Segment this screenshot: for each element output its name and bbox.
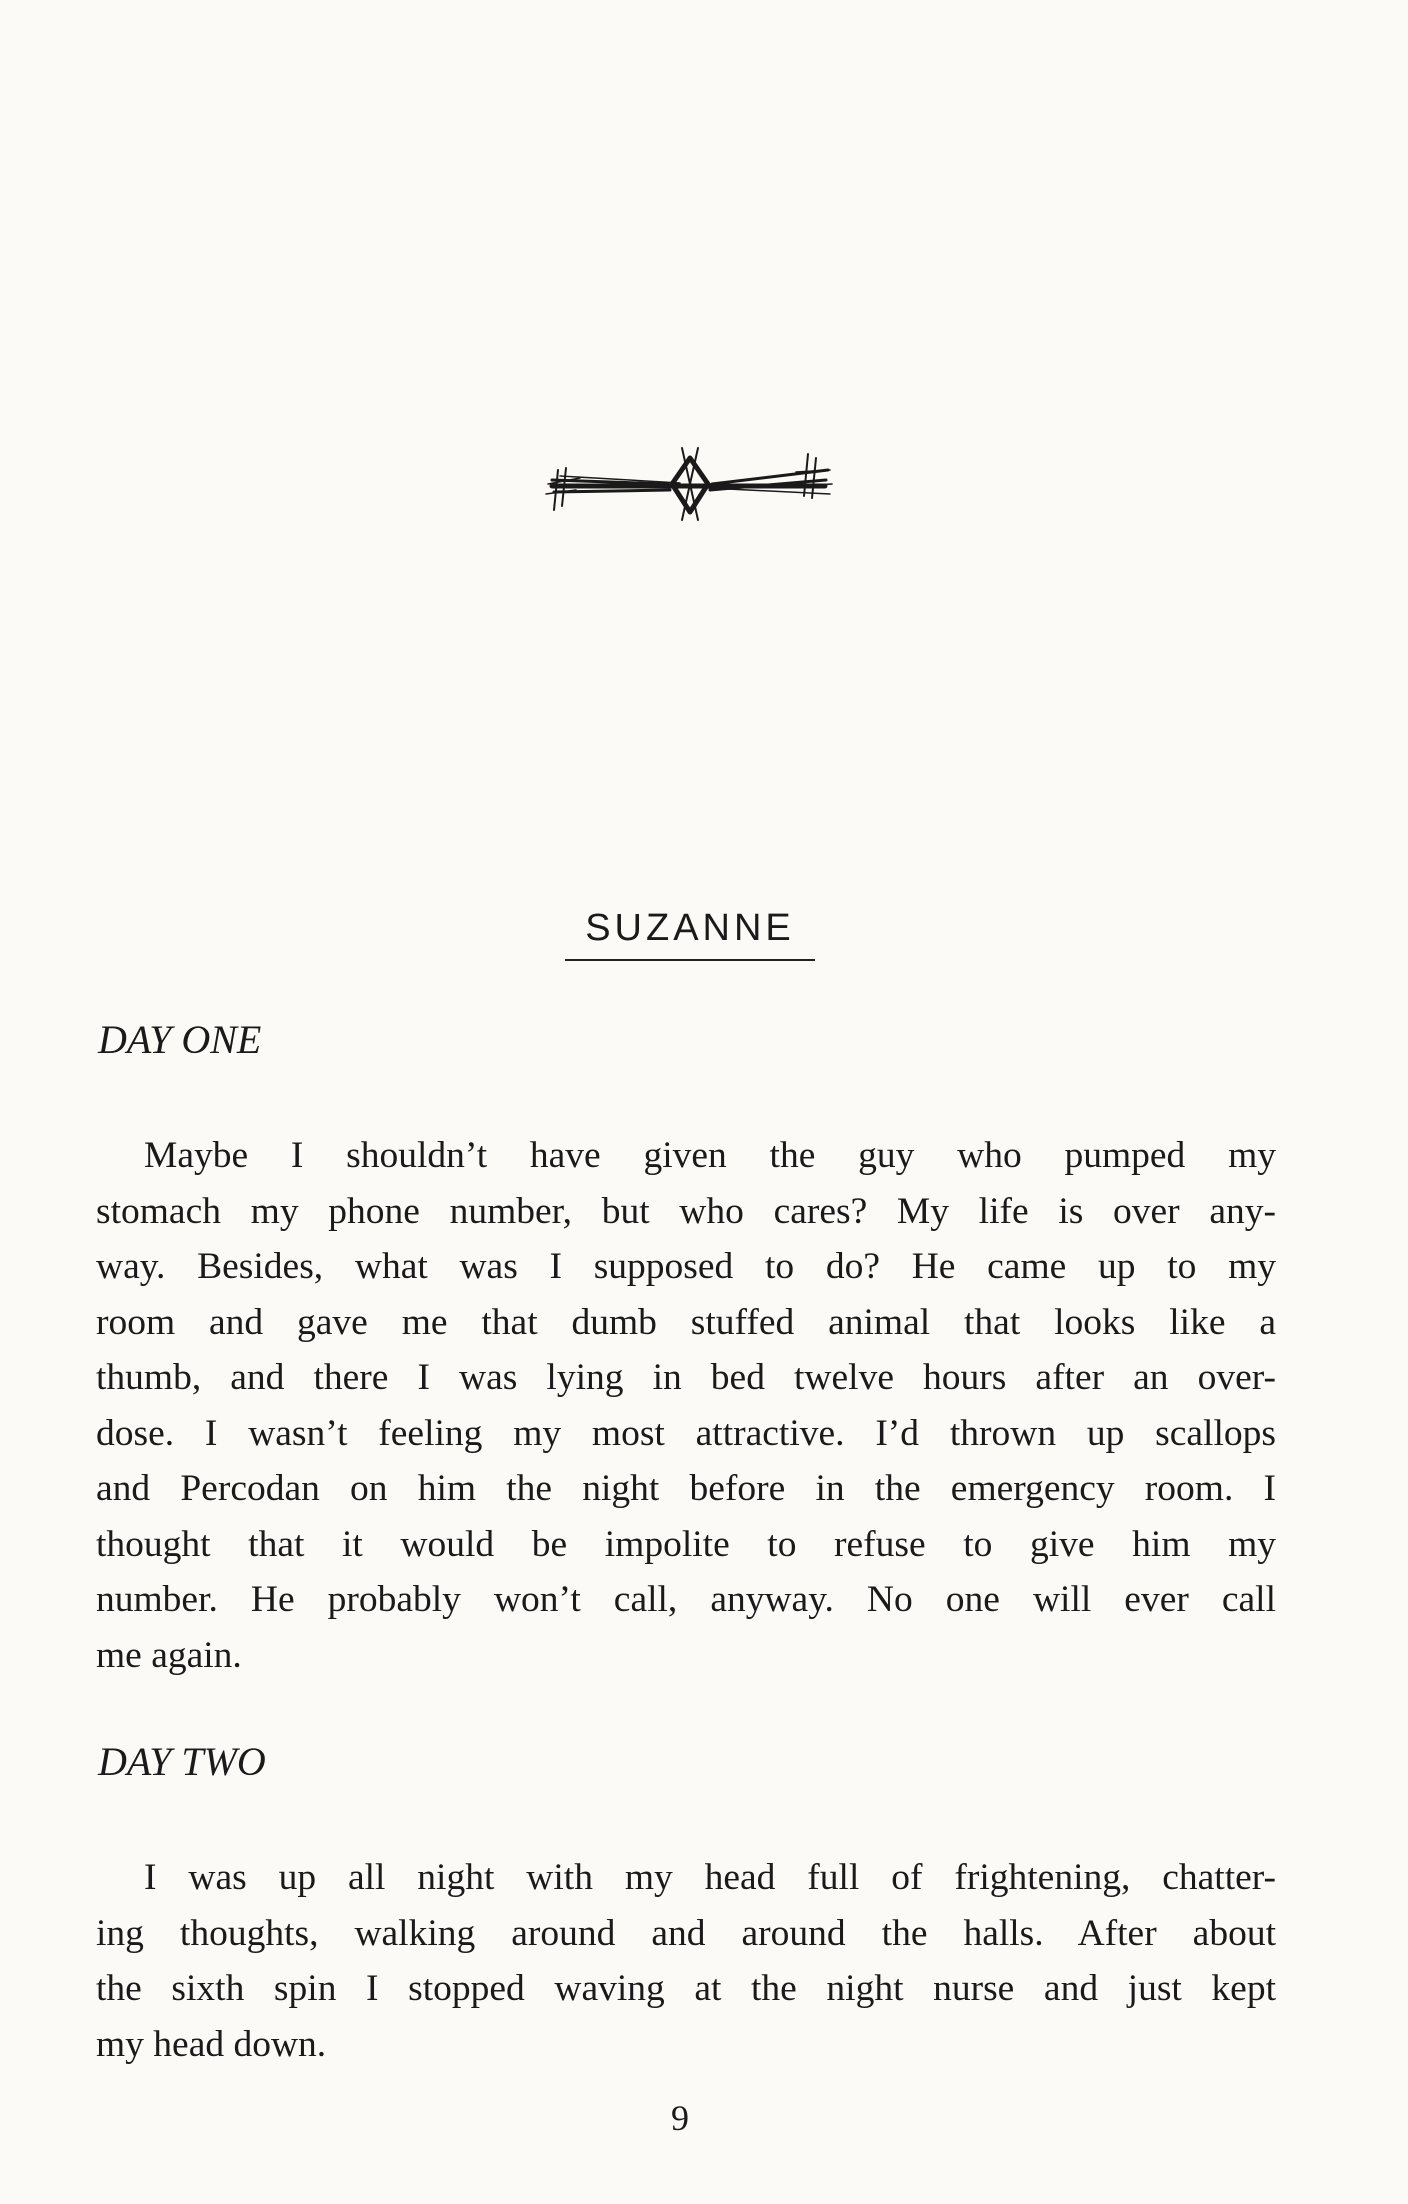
paragraph-day-one	[96, 1128, 1276, 1683]
text-line: dose. I wasn’t feeling my most attractive. I’d thrown up scallops	[96, 1412, 1276, 1454]
text-line: me again.	[96, 1634, 242, 1676]
text-line: thumb, and there I was lying in bed twelve hours after an over-	[96, 1357, 1276, 1398]
text-line: my head down.	[96, 2023, 327, 2065]
text-line: ing thoughts, walking around and around the halls. After about	[96, 1912, 1276, 1954]
text-line: and Percodan on him the night before in the emergency room. I	[96, 1468, 1276, 1509]
text-line: number. He probably won’t call, anyway. No one will ever call	[96, 1579, 1276, 1620]
chapter-title: SUZANNE	[585, 907, 795, 949]
text-line: I was up all night with my head full of frightening, chatter-	[144, 1857, 1276, 1898]
barbed-wire-ornament-icon	[540, 440, 840, 522]
text-line: way. Besides, what was I supposed to do? He came up to my	[96, 1246, 1276, 1287]
text-line: Maybe I shouldn’t have given the guy who pumped my	[144, 1135, 1276, 1176]
chapter-title-underline	[565, 959, 815, 961]
text-line: the sixth spin I stopped waving at the night nurse and just kept	[96, 1968, 1276, 2009]
text-line: thought that it would be impolite to refuse to give him my	[96, 1523, 1276, 1565]
section-heading-day-one: DAY ONE	[98, 1017, 262, 1062]
page-number: 9	[671, 2098, 689, 2138]
text-line: room and gave me that dumb stuffed animal that looks like a	[96, 1301, 1276, 1343]
section-heading-day-two: DAY TWO	[98, 1739, 266, 1784]
paragraph-day-two	[96, 1850, 1276, 2072]
text-line: stomach my phone number, but who cares? My life is over any-	[96, 1190, 1276, 1232]
